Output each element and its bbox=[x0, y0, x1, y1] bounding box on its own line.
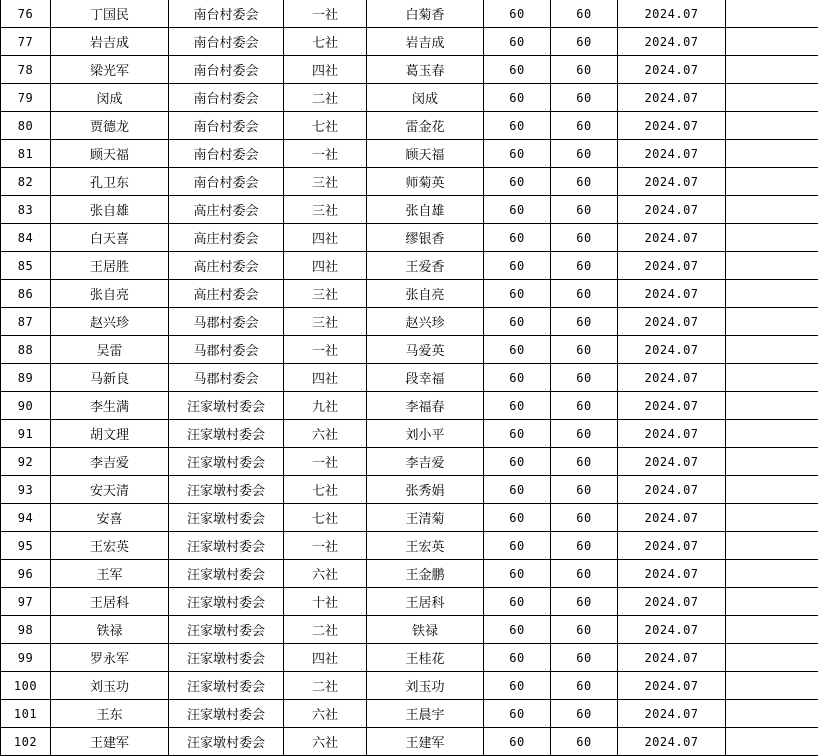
empty-cell bbox=[726, 364, 818, 392]
table-row bbox=[1, 392, 818, 420]
row-number-cell: 90 bbox=[1, 392, 51, 420]
row-number-cell: 86 bbox=[1, 280, 51, 308]
date-cell: 2024.07 bbox=[618, 280, 726, 308]
row-number-cell: 102 bbox=[1, 728, 51, 756]
amount-cell: 60 bbox=[484, 560, 551, 588]
row-number-cell: 78 bbox=[1, 56, 51, 84]
table-row bbox=[1, 364, 818, 392]
group-cell: 四社 bbox=[284, 224, 367, 252]
recipient-cell: 段幸福 bbox=[367, 364, 484, 392]
recipient-cell: 闵成 bbox=[367, 84, 484, 112]
empty-cell bbox=[726, 28, 818, 56]
amount-cell: 60 bbox=[484, 308, 551, 336]
row-number-cell: 87 bbox=[1, 308, 51, 336]
group-cell: 六社 bbox=[284, 700, 367, 728]
amount-cell: 60 bbox=[551, 28, 618, 56]
group-cell: 七社 bbox=[284, 112, 367, 140]
name-cell: 张自亮 bbox=[51, 280, 169, 308]
empty-cell bbox=[726, 672, 818, 700]
village-committee-cell: 南台村委会 bbox=[169, 0, 284, 28]
amount-cell: 60 bbox=[484, 84, 551, 112]
recipient-cell: 李吉爱 bbox=[367, 448, 484, 476]
group-cell: 四社 bbox=[284, 364, 367, 392]
amount-cell: 60 bbox=[484, 504, 551, 532]
empty-cell bbox=[726, 0, 818, 28]
village-committee-cell: 汪家墩村委会 bbox=[169, 476, 284, 504]
group-cell: 一社 bbox=[284, 532, 367, 560]
empty-cell bbox=[726, 448, 818, 476]
group-cell: 一社 bbox=[284, 448, 367, 476]
name-cell: 铁禄 bbox=[51, 616, 169, 644]
date-cell: 2024.07 bbox=[618, 392, 726, 420]
recipient-cell: 顾天福 bbox=[367, 140, 484, 168]
amount-cell: 60 bbox=[484, 112, 551, 140]
amount-cell: 60 bbox=[551, 196, 618, 224]
empty-cell bbox=[726, 532, 818, 560]
row-number-cell: 77 bbox=[1, 28, 51, 56]
recipient-cell: 李福春 bbox=[367, 392, 484, 420]
village-committee-cell: 南台村委会 bbox=[169, 168, 284, 196]
village-committee-cell: 汪家墩村委会 bbox=[169, 728, 284, 756]
recipient-cell: 王金鹏 bbox=[367, 560, 484, 588]
name-cell: 张自雄 bbox=[51, 196, 169, 224]
row-number-cell: 79 bbox=[1, 84, 51, 112]
empty-cell bbox=[726, 280, 818, 308]
date-cell: 2024.07 bbox=[618, 644, 726, 672]
table-row bbox=[1, 728, 818, 756]
amount-cell: 60 bbox=[551, 392, 618, 420]
row-number-cell: 84 bbox=[1, 224, 51, 252]
empty-cell bbox=[726, 84, 818, 112]
amount-cell: 60 bbox=[484, 532, 551, 560]
village-committee-cell: 汪家墩村委会 bbox=[169, 420, 284, 448]
row-number-cell: 89 bbox=[1, 364, 51, 392]
amount-cell: 60 bbox=[484, 336, 551, 364]
village-committee-cell: 汪家墩村委会 bbox=[169, 504, 284, 532]
village-committee-cell: 汪家墩村委会 bbox=[169, 672, 284, 700]
amount-cell: 60 bbox=[551, 168, 618, 196]
row-number-cell: 100 bbox=[1, 672, 51, 700]
name-cell: 王建军 bbox=[51, 728, 169, 756]
village-committee-cell: 南台村委会 bbox=[169, 112, 284, 140]
amount-cell: 60 bbox=[551, 616, 618, 644]
group-cell: 三社 bbox=[284, 168, 367, 196]
date-cell: 2024.07 bbox=[618, 112, 726, 140]
recipient-cell: 王宏英 bbox=[367, 532, 484, 560]
village-committee-cell: 汪家墩村委会 bbox=[169, 644, 284, 672]
empty-cell bbox=[726, 336, 818, 364]
village-committee-cell: 高庄村委会 bbox=[169, 224, 284, 252]
date-cell: 2024.07 bbox=[618, 672, 726, 700]
village-committee-cell: 汪家墩村委会 bbox=[169, 448, 284, 476]
row-number-cell: 99 bbox=[1, 644, 51, 672]
date-cell: 2024.07 bbox=[618, 0, 726, 28]
recipient-cell: 雷金花 bbox=[367, 112, 484, 140]
row-number-cell: 101 bbox=[1, 700, 51, 728]
recipient-cell: 王爱香 bbox=[367, 252, 484, 280]
amount-cell: 60 bbox=[484, 140, 551, 168]
table-row bbox=[1, 112, 818, 140]
amount-cell: 60 bbox=[551, 672, 618, 700]
amount-cell: 60 bbox=[484, 196, 551, 224]
group-cell: 四社 bbox=[284, 56, 367, 84]
amount-cell: 60 bbox=[484, 644, 551, 672]
name-cell: 王军 bbox=[51, 560, 169, 588]
date-cell: 2024.07 bbox=[618, 140, 726, 168]
group-cell: 九社 bbox=[284, 392, 367, 420]
date-cell: 2024.07 bbox=[618, 560, 726, 588]
table-row bbox=[1, 224, 818, 252]
name-cell: 罗永军 bbox=[51, 644, 169, 672]
recipient-cell: 王桂花 bbox=[367, 644, 484, 672]
group-cell: 六社 bbox=[284, 420, 367, 448]
village-committee-cell: 高庄村委会 bbox=[169, 280, 284, 308]
recipient-cell: 张自亮 bbox=[367, 280, 484, 308]
date-cell: 2024.07 bbox=[618, 420, 726, 448]
name-cell: 白天喜 bbox=[51, 224, 169, 252]
row-number-cell: 98 bbox=[1, 616, 51, 644]
table-row bbox=[1, 56, 818, 84]
recipient-cell: 缪银香 bbox=[367, 224, 484, 252]
recipient-cell: 马爱英 bbox=[367, 336, 484, 364]
name-cell: 闵成 bbox=[51, 84, 169, 112]
village-committee-cell: 汪家墩村委会 bbox=[169, 588, 284, 616]
group-cell: 七社 bbox=[284, 504, 367, 532]
village-committee-cell: 汪家墩村委会 bbox=[169, 616, 284, 644]
name-cell: 梁光军 bbox=[51, 56, 169, 84]
name-cell: 王东 bbox=[51, 700, 169, 728]
amount-cell: 60 bbox=[484, 28, 551, 56]
date-cell: 2024.07 bbox=[618, 364, 726, 392]
table-row bbox=[1, 168, 818, 196]
row-number-cell: 76 bbox=[1, 0, 51, 28]
amount-cell: 60 bbox=[484, 392, 551, 420]
village-committee-cell: 马郡村委会 bbox=[169, 336, 284, 364]
date-cell: 2024.07 bbox=[618, 168, 726, 196]
empty-cell bbox=[726, 616, 818, 644]
table-row bbox=[1, 560, 818, 588]
empty-cell bbox=[726, 252, 818, 280]
empty-cell bbox=[726, 168, 818, 196]
group-cell: 三社 bbox=[284, 196, 367, 224]
table-row bbox=[1, 532, 818, 560]
village-committee-cell: 南台村委会 bbox=[169, 56, 284, 84]
table-row bbox=[1, 644, 818, 672]
recipient-cell: 张秀娟 bbox=[367, 476, 484, 504]
amount-cell: 60 bbox=[551, 252, 618, 280]
recipient-cell: 张自雄 bbox=[367, 196, 484, 224]
amount-cell: 60 bbox=[484, 56, 551, 84]
empty-cell bbox=[726, 196, 818, 224]
amount-cell: 60 bbox=[551, 140, 618, 168]
amount-cell: 60 bbox=[484, 448, 551, 476]
date-cell: 2024.07 bbox=[618, 28, 726, 56]
empty-cell bbox=[726, 392, 818, 420]
table-row bbox=[1, 448, 818, 476]
recipient-cell: 师菊英 bbox=[367, 168, 484, 196]
date-cell: 2024.07 bbox=[618, 616, 726, 644]
name-cell: 安喜 bbox=[51, 504, 169, 532]
group-cell: 一社 bbox=[284, 140, 367, 168]
amount-cell: 60 bbox=[551, 84, 618, 112]
date-cell: 2024.07 bbox=[618, 56, 726, 84]
recipient-cell: 刘小平 bbox=[367, 420, 484, 448]
empty-cell bbox=[726, 588, 818, 616]
name-cell: 孔卫东 bbox=[51, 168, 169, 196]
name-cell: 吴雷 bbox=[51, 336, 169, 364]
amount-cell: 60 bbox=[484, 588, 551, 616]
table-row bbox=[1, 308, 818, 336]
group-cell: 一社 bbox=[284, 336, 367, 364]
amount-cell: 60 bbox=[551, 448, 618, 476]
amount-cell: 60 bbox=[484, 420, 551, 448]
row-number-cell: 95 bbox=[1, 532, 51, 560]
table-row bbox=[1, 700, 818, 728]
group-cell: 二社 bbox=[284, 672, 367, 700]
name-cell: 王居胜 bbox=[51, 252, 169, 280]
group-cell: 七社 bbox=[284, 476, 367, 504]
amount-cell: 60 bbox=[551, 0, 618, 28]
name-cell: 王居科 bbox=[51, 588, 169, 616]
amount-cell: 60 bbox=[551, 728, 618, 756]
table-row bbox=[1, 140, 818, 168]
amount-cell: 60 bbox=[551, 112, 618, 140]
table-row bbox=[1, 504, 818, 532]
recipient-cell: 铁禄 bbox=[367, 616, 484, 644]
table-row bbox=[1, 196, 818, 224]
group-cell: 六社 bbox=[284, 560, 367, 588]
date-cell: 2024.07 bbox=[618, 504, 726, 532]
group-cell: 四社 bbox=[284, 252, 367, 280]
group-cell: 二社 bbox=[284, 616, 367, 644]
table-row bbox=[1, 336, 818, 364]
empty-cell bbox=[726, 700, 818, 728]
recipient-cell: 岩吉成 bbox=[367, 28, 484, 56]
table-row bbox=[1, 588, 818, 616]
group-cell: 六社 bbox=[284, 728, 367, 756]
row-number-cell: 91 bbox=[1, 420, 51, 448]
table-row bbox=[1, 84, 818, 112]
empty-cell bbox=[726, 504, 818, 532]
amount-cell: 60 bbox=[551, 56, 618, 84]
amount-cell: 60 bbox=[551, 420, 618, 448]
recipient-cell: 王居科 bbox=[367, 588, 484, 616]
village-committee-cell: 汪家墩村委会 bbox=[169, 700, 284, 728]
name-cell: 顾天福 bbox=[51, 140, 169, 168]
amount-cell: 60 bbox=[484, 168, 551, 196]
empty-cell bbox=[726, 224, 818, 252]
amount-cell: 60 bbox=[551, 308, 618, 336]
amount-cell: 60 bbox=[484, 280, 551, 308]
amount-cell: 60 bbox=[484, 700, 551, 728]
recipient-cell: 葛玉春 bbox=[367, 56, 484, 84]
village-committee-cell: 南台村委会 bbox=[169, 140, 284, 168]
table-row bbox=[1, 280, 818, 308]
group-cell: 七社 bbox=[284, 28, 367, 56]
recipient-cell: 白菊香 bbox=[367, 0, 484, 28]
name-cell: 贾德龙 bbox=[51, 112, 169, 140]
row-number-cell: 81 bbox=[1, 140, 51, 168]
group-cell: 二社 bbox=[284, 84, 367, 112]
date-cell: 2024.07 bbox=[618, 308, 726, 336]
village-committee-cell: 马郡村委会 bbox=[169, 364, 284, 392]
group-cell: 三社 bbox=[284, 308, 367, 336]
recipient-cell: 赵兴珍 bbox=[367, 308, 484, 336]
table-body bbox=[1, 0, 818, 756]
date-cell: 2024.07 bbox=[618, 336, 726, 364]
table-row bbox=[1, 28, 818, 56]
amount-cell: 60 bbox=[551, 280, 618, 308]
row-number-cell: 96 bbox=[1, 560, 51, 588]
village-committee-cell: 南台村委会 bbox=[169, 28, 284, 56]
village-committee-cell: 南台村委会 bbox=[169, 84, 284, 112]
date-cell: 2024.07 bbox=[618, 252, 726, 280]
table-row bbox=[1, 476, 818, 504]
row-number-cell: 92 bbox=[1, 448, 51, 476]
amount-cell: 60 bbox=[484, 224, 551, 252]
name-cell: 岩吉成 bbox=[51, 28, 169, 56]
recipient-cell: 王晨宇 bbox=[367, 700, 484, 728]
amount-cell: 60 bbox=[551, 336, 618, 364]
table-row bbox=[1, 420, 818, 448]
amount-cell: 60 bbox=[484, 672, 551, 700]
group-cell: 十社 bbox=[284, 588, 367, 616]
name-cell: 李吉爱 bbox=[51, 448, 169, 476]
amount-cell: 60 bbox=[484, 616, 551, 644]
village-committee-cell: 汪家墩村委会 bbox=[169, 532, 284, 560]
group-cell: 三社 bbox=[284, 280, 367, 308]
date-cell: 2024.07 bbox=[618, 448, 726, 476]
group-cell: 四社 bbox=[284, 644, 367, 672]
date-cell: 2024.07 bbox=[618, 476, 726, 504]
row-number-cell: 88 bbox=[1, 336, 51, 364]
village-committee-cell: 高庄村委会 bbox=[169, 252, 284, 280]
table-row bbox=[1, 672, 818, 700]
name-cell: 安天清 bbox=[51, 476, 169, 504]
empty-cell bbox=[726, 308, 818, 336]
name-cell: 丁国民 bbox=[51, 0, 169, 28]
village-committee-cell: 汪家墩村委会 bbox=[169, 392, 284, 420]
amount-cell: 60 bbox=[551, 224, 618, 252]
row-number-cell: 94 bbox=[1, 504, 51, 532]
village-committee-cell: 高庄村委会 bbox=[169, 196, 284, 224]
amount-cell: 60 bbox=[551, 700, 618, 728]
name-cell: 马新良 bbox=[51, 364, 169, 392]
amount-cell: 60 bbox=[551, 560, 618, 588]
amount-cell: 60 bbox=[551, 504, 618, 532]
table-row bbox=[1, 616, 818, 644]
row-number-cell: 85 bbox=[1, 252, 51, 280]
empty-cell bbox=[726, 112, 818, 140]
table-row bbox=[1, 252, 818, 280]
row-number-cell: 97 bbox=[1, 588, 51, 616]
date-cell: 2024.07 bbox=[618, 588, 726, 616]
amount-cell: 60 bbox=[484, 364, 551, 392]
name-cell: 刘玉功 bbox=[51, 672, 169, 700]
amount-cell: 60 bbox=[484, 476, 551, 504]
table-row bbox=[1, 0, 818, 28]
date-cell: 2024.07 bbox=[618, 700, 726, 728]
amount-cell: 60 bbox=[551, 588, 618, 616]
date-cell: 2024.07 bbox=[618, 532, 726, 560]
row-number-cell: 83 bbox=[1, 196, 51, 224]
recipient-cell: 王建军 bbox=[367, 728, 484, 756]
name-cell: 胡文理 bbox=[51, 420, 169, 448]
empty-cell bbox=[726, 140, 818, 168]
empty-cell bbox=[726, 728, 818, 756]
recipient-cell: 王清菊 bbox=[367, 504, 484, 532]
amount-cell: 60 bbox=[484, 252, 551, 280]
amount-cell: 60 bbox=[551, 532, 618, 560]
amount-cell: 60 bbox=[484, 728, 551, 756]
empty-cell bbox=[726, 644, 818, 672]
amount-cell: 60 bbox=[551, 644, 618, 672]
empty-cell bbox=[726, 476, 818, 504]
amount-cell: 60 bbox=[551, 364, 618, 392]
empty-cell bbox=[726, 420, 818, 448]
village-committee-cell: 汪家墩村委会 bbox=[169, 560, 284, 588]
date-cell: 2024.07 bbox=[618, 84, 726, 112]
empty-cell bbox=[726, 56, 818, 84]
recipient-cell: 刘玉功 bbox=[367, 672, 484, 700]
amount-cell: 60 bbox=[484, 0, 551, 28]
amount-cell: 60 bbox=[551, 476, 618, 504]
row-number-cell: 80 bbox=[1, 112, 51, 140]
date-cell: 2024.07 bbox=[618, 728, 726, 756]
name-cell: 李生满 bbox=[51, 392, 169, 420]
row-number-cell: 93 bbox=[1, 476, 51, 504]
date-cell: 2024.07 bbox=[618, 196, 726, 224]
name-cell: 王宏英 bbox=[51, 532, 169, 560]
name-cell: 赵兴珍 bbox=[51, 308, 169, 336]
village-committee-cell: 马郡村委会 bbox=[169, 308, 284, 336]
group-cell: 一社 bbox=[284, 0, 367, 28]
date-cell: 2024.07 bbox=[618, 224, 726, 252]
row-number-cell: 82 bbox=[1, 168, 51, 196]
empty-cell bbox=[726, 560, 818, 588]
